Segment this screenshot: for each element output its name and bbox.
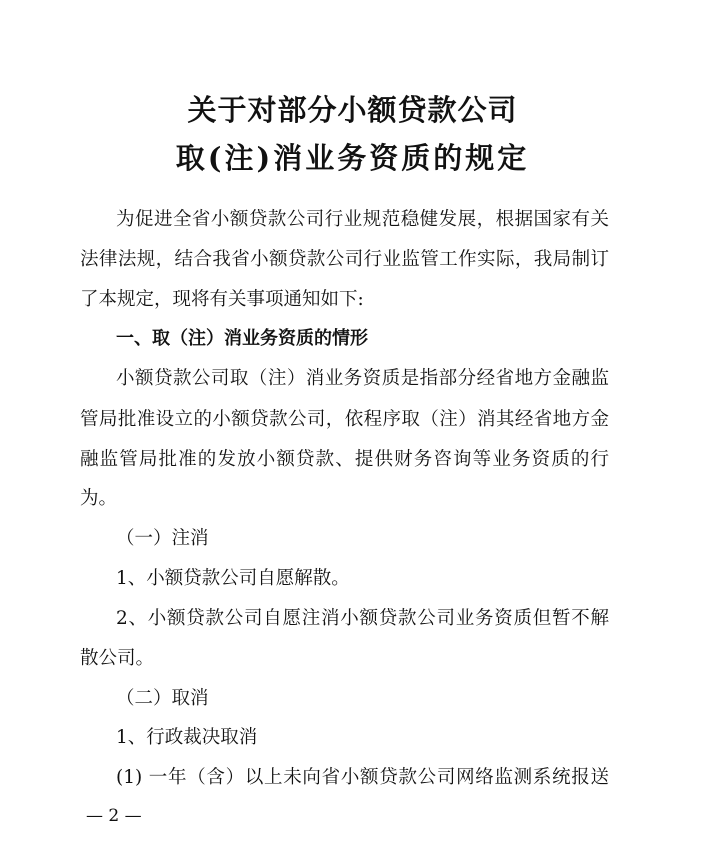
subsection1-item2-line2: 散公司。 bbox=[80, 648, 155, 669]
paragraph2-line1: 小额贷款公司取（注）消业务资质是指部分经省地方金融监 bbox=[116, 368, 609, 389]
subsection1-item1: 1、小额贷款公司自愿解散。 bbox=[116, 568, 350, 589]
page-number: — 2 — bbox=[86, 806, 142, 826]
paragraph1-line1: 为促进全省小额贷款公司行业规范稳健发展，根据国家有关 bbox=[116, 209, 609, 230]
subsection2-item1: 1、行政裁决取消 bbox=[116, 727, 258, 748]
paragraph2-line2: 管局批准设立的小额贷款公司，依程序取（注）消其经省地方金 bbox=[80, 409, 609, 430]
document-title-line1: 关于对部分小额贷款公司 bbox=[187, 93, 518, 127]
section1-heading: 一、取（注）消业务资质的情形 bbox=[116, 328, 368, 349]
subsection2-item1-1: (1) 一年（含）以上未向省小额贷款公司网络监测系统报送 bbox=[116, 767, 609, 788]
subsection1-heading: （一）注消 bbox=[116, 528, 209, 549]
subsection2-heading: （二）取消 bbox=[116, 688, 209, 709]
paragraph1-line3: 了本规定，现将有关事项通知如下: bbox=[80, 289, 364, 310]
paragraph1-line2: 法律法规，结合我省小额贷款公司行业监管工作实际，我局制订 bbox=[80, 249, 609, 270]
subsection1-item2-line1: 2、小额贷款公司自愿注消小额贷款公司业务资质但暂不解 bbox=[116, 608, 609, 629]
paragraph2-line3: 融监管局批准的发放小额贷款、提供财务咨询等业务资质的行 bbox=[80, 449, 609, 470]
document-title-line2: 取(注)消业务资质的规定 bbox=[175, 141, 530, 175]
paragraph2-line4: 为。 bbox=[80, 488, 118, 509]
